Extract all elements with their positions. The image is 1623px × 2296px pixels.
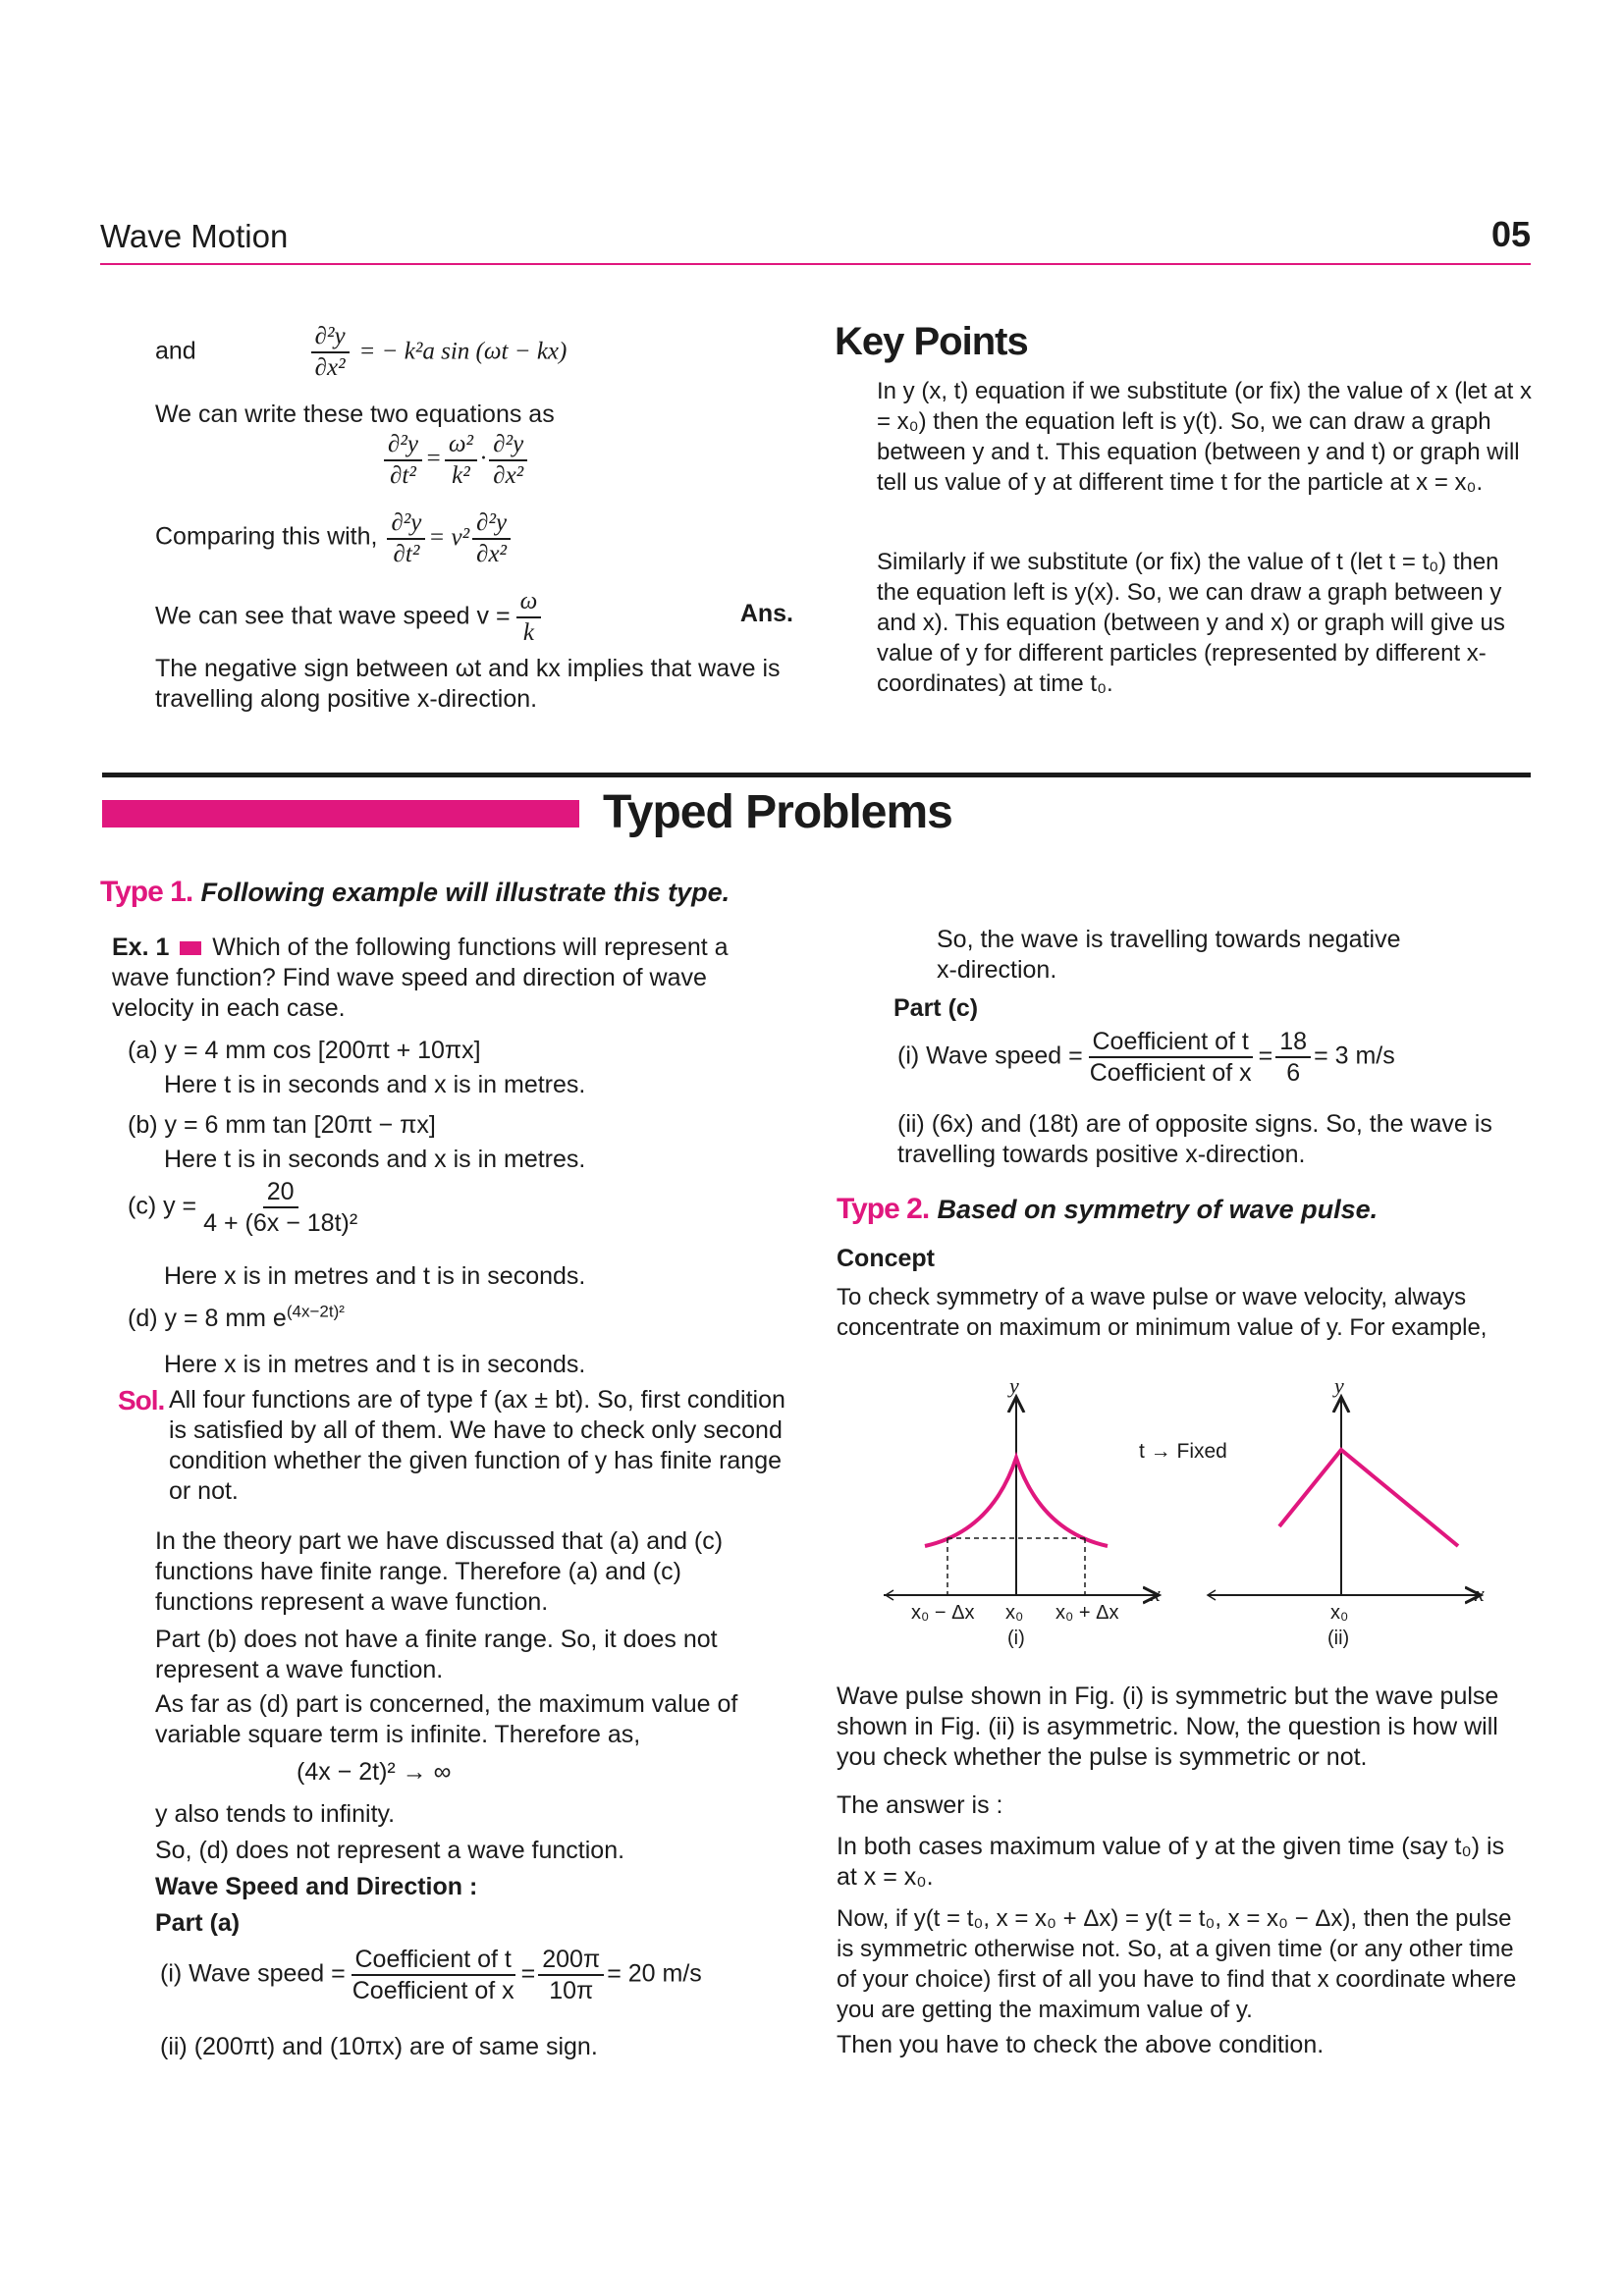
fig-i-x-label: x [1151,1581,1161,1606]
fixed-label: t → Fixed [1139,1440,1227,1463]
after-fig-p3: In both cases maximum value of y at the given time (say t₀) is at x = x₀. [837,1833,1505,1891]
wave-pulse-figure [864,1369,1512,1664]
section-rule [102,773,1531,777]
fig-i-caption: (i) [1007,1628,1025,1649]
part-a-i: (i) Wave speed = $\frac{\text{Coefficient of t}}{\text{Coefficient of x}}$ = $\frac{200\pi}{10\pi}$ = 20 m/s [160,1946,702,2004]
eq3-line: Comparing this with, $\frac{\text{∂²y}}{\text{∂t²}}$ = v² $\frac{\text{∂²y}}{\text{∂x²}}$ [155,508,514,569]
type1-heading: Type 1. Following example will illustrate this type. [100,876,730,908]
key-points-heading: Key Points [835,320,1028,363]
page-number: 05 [1490,214,1531,254]
eq1-rhs: = − k²a sin (ωt − kx) [358,338,568,365]
fig-ii-caption: (ii) [1327,1628,1350,1649]
sol-p4: As far as (d) part is concerned, the maximum value of variable square term is infinite. Therefore as, [155,1690,738,1748]
type2-heading: Type 2. Based on symmetry of wave pulse. [837,1193,1379,1225]
part-c-heading: Part (c) [893,994,979,1022]
after-fig-p1: Wave pulse shown in Fig. (i) is symmetric but the wave pulse shown in Fig. (ii) is asymmetric. Now, the question is how will you check whether the pulse is symmetric or not. [837,1682,1499,1771]
eq1-line [155,322,842,383]
after-fig-p5: Then you have to check the above condition. [837,2031,1325,2058]
fig-ii-x0: x₀ [1330,1602,1349,1624]
ex1-c-note: Here x is in metres and t is in seconds. [164,1262,586,1290]
sol-p3: Part (b) does not have a finite range. So, it does not represent a wave function. [155,1626,718,1683]
fig-ii-asymmetric-pulse [1279,1450,1458,1546]
part-c-ii: (ii) (6x) and (18t) are of opposite signs. So, the wave is travelling towards positive x-direction. [897,1110,1492,1168]
sol-p1: All four functions are of type f (ax ± bt). So, first condition is satisfied by all of them. We have to check only second condition whether the given function of y has finite range or not. [169,1386,785,1505]
sol-p2: In the theory part we have discussed that (a) and (c) functions have finite range. Therefore (a) and (c) functions represent a wave function. [155,1527,724,1616]
neg-sign-paragraph: The negative sign between ωt and kx implies that wave is travelling along positive x-direction. [155,655,781,713]
chapter-title: Wave Motion [100,218,289,254]
ex1-a-note: Here t is in seconds and x is in metres. [164,1071,586,1098]
sol-p5: y also tends to infinity. [155,1800,396,1828]
header-rule [100,263,1531,265]
after-fig-p4: Now, if y(t = t₀, x = x₀ + Δx) = y(t = t₀, x = x₀ − Δx), then the pulse is symmetric otherwise not. So, at a given time (or any other time of your choice) first of all you have to find that x coordinate where you are getting the maximum value of y. [837,1905,1517,2023]
ex1-d-note: Here x is in metres and t is in seconds. [164,1351,586,1378]
and-label: and [155,337,196,365]
sol-right-p1: So, the wave is travelling towards negative x-direction. [937,926,1401,984]
fig-i-x0-minus: x₀ − Δx [911,1602,975,1624]
ans-label: Ans. [739,600,793,627]
fig-i-x0-plus: x₀ + Δx [1055,1602,1119,1624]
ex1-b-note: Here t is in seconds and x is in metres. [164,1146,586,1173]
running-header [100,214,1531,265]
sol-label: Sol. [118,1385,165,1415]
concept-heading: Concept [837,1245,935,1272]
ex1-a: (a) y = 4 mm cos [200πt + 10πx] [128,1037,481,1064]
section-pink-bar [102,800,579,828]
key-points-p1: In y (x, t) equation if we substitute (or fix) the value of x (let at x = x₀) then the equation left is y(t). So, we can draw a graph between y and t. This equation (between y and t) or graph will tell us value of y at different time t for the particle at x = x₀. [877,378,1532,496]
speed-heading: Wave Speed and Direction : [155,1873,478,1900]
part-a-heading: Part (a) [155,1909,241,1937]
fig-ii-x-label: x [1475,1581,1485,1606]
eq2: $\frac{\text{∂²y}}{\text{∂t²}}$ = $\frac{\text{ω²}}{\text{k²}}$ · $\frac{\text{∂²y}}{\text{∂x²}}$ [381,430,530,491]
eq1-fraction: $\frac{\text{∂²y}}{\text{∂x²}}$ [311,322,350,383]
fig-i-x0: x₀ [1005,1602,1024,1624]
ex1-b: (b) y = 6 mm tan [20πt − πx] [128,1111,436,1139]
concept-text: To check symmetry of a wave pulse or wave velocity, always concentrate on maximum or minimum value of y. For example, [837,1284,1488,1341]
sol-p6: So, (d) does not represent a wave function. [155,1837,625,1864]
ex1-label: Ex. 1 [112,934,170,961]
write-line: We can write these two equations as [155,400,555,428]
ex1-marker [180,941,201,955]
ex1-d: (d) y = 8 mm $e^{(4x-2t)^2}$ [128,1302,345,1332]
key-points-p2: Similarly if we substitute (or fix) the value of t (let t = t₀) then the equation left is y(x). So, we can draw a graph between y and x). This equation (between y and x) or graph will give us value of y for different particles (represented by different x-coordinates) at time t₀. [877,549,1505,697]
section-title: Typed Problems [603,786,952,838]
ex1-c: (c) y = $\frac{20}{\text{4 + (6x − 18t)²}}$ [128,1178,358,1237]
part-a-ii: (ii) (200πt) and (10πx) are of same sign. [160,2033,598,2060]
after-fig-p2: The answer is : [837,1791,1003,1819]
fig-ii-y-label: y [1334,1373,1344,1398]
sol-limit: (4x − 2t)² → ∞ [297,1758,452,1786]
ex1-question: Ex. 1 Which of the following functions will represent a wave function? Find wave speed and direction of wave velocity in each case. [112,934,729,1022]
speed-line: We can see that wave speed v = $\frac{\omega}{k}$ Ans. [155,588,793,646]
fig-i-y-label: y [1009,1373,1019,1398]
part-c-i: (i) Wave speed = $\frac{\text{Coefficient of t}}{\text{Coefficient of x}}$ = $\frac{18}{6}$ = 3 m/s [897,1028,1395,1087]
